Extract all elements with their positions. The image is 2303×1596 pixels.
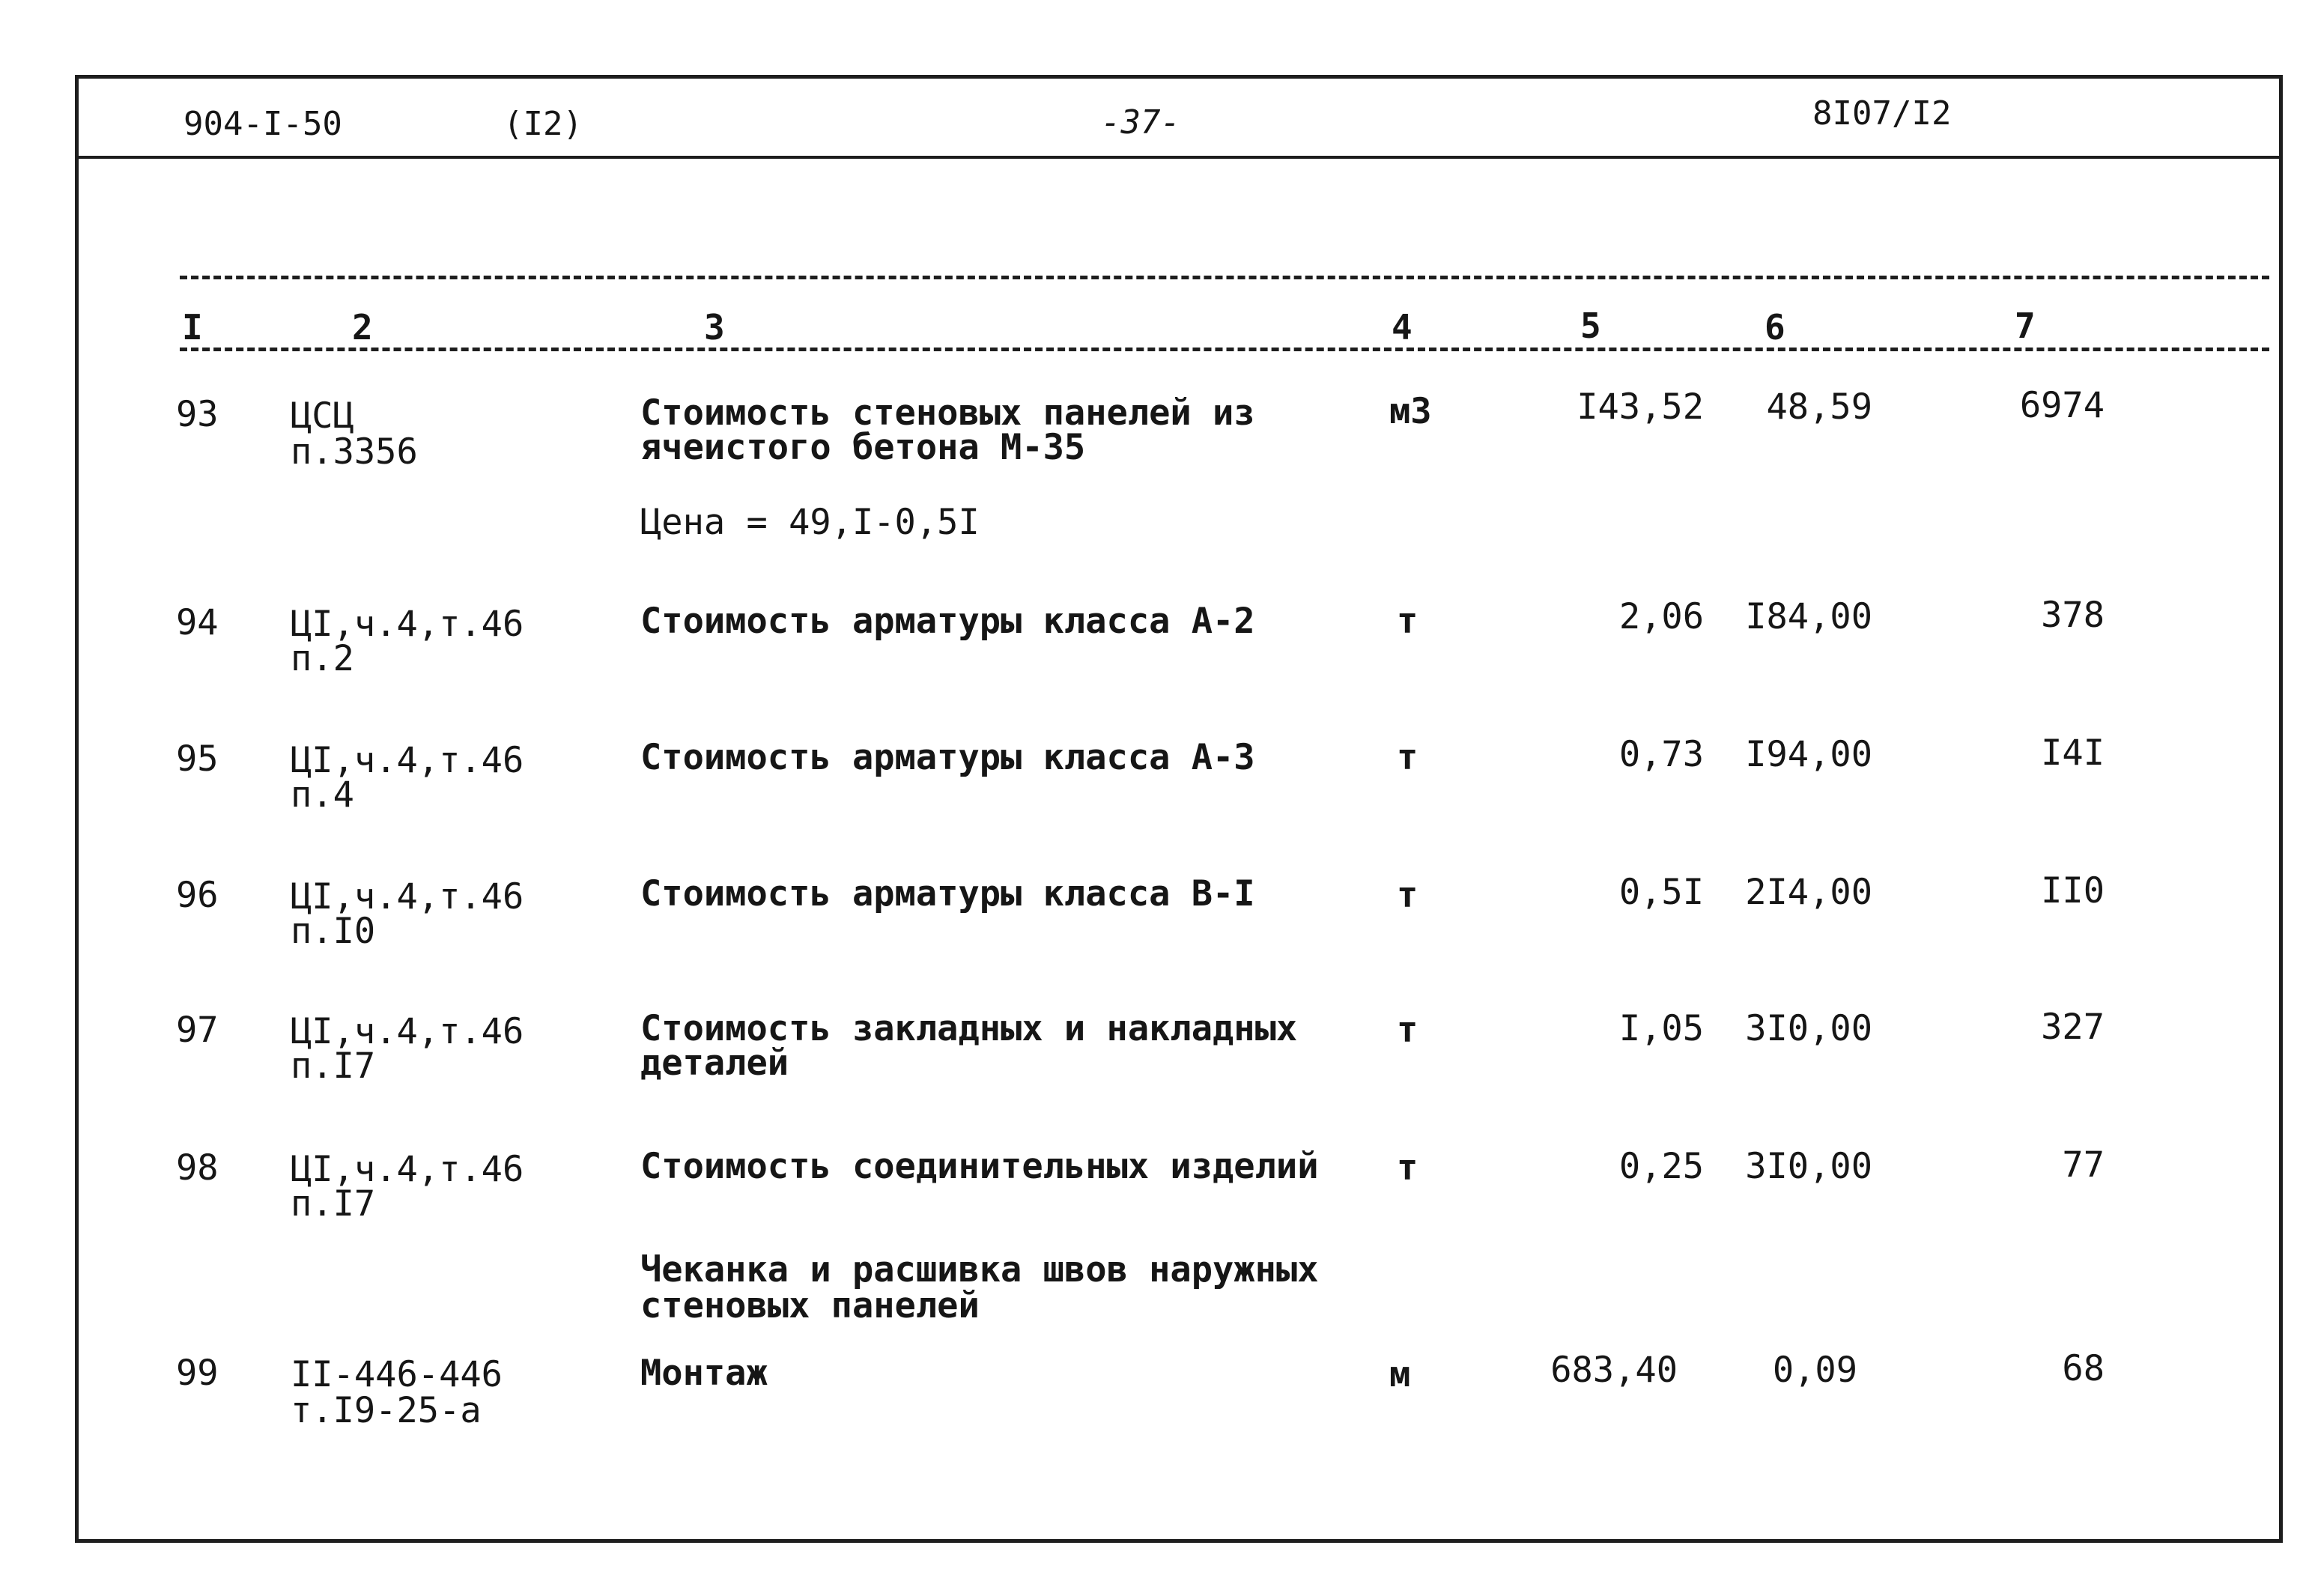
row-total: I4I xyxy=(2041,732,2105,774)
row-unit-price: 3I0,00 xyxy=(1745,1008,1872,1049)
row-number: 97 xyxy=(176,1010,219,1051)
table-rule-header xyxy=(180,348,2269,351)
row-number: 99 xyxy=(176,1353,219,1394)
row-total: 77 xyxy=(2062,1144,2105,1186)
row-description-line-1: Стоимость арматуры класса А-2 xyxy=(640,601,1255,642)
row-quantity: 0,25 xyxy=(1618,1146,1704,1187)
row-quantity: 2,06 xyxy=(1618,596,1704,637)
row-basis-line-1: II-446-446 xyxy=(291,1354,503,1395)
row-quantity: 0,73 xyxy=(1618,734,1704,775)
column-number-1: I xyxy=(182,307,203,348)
section-heading-line-1: Чеканка и расшивка швов наружных xyxy=(640,1249,1319,1290)
row-total: 68 xyxy=(2062,1348,2105,1389)
page-frame xyxy=(75,75,2283,1543)
sheet-index: (I2) xyxy=(503,105,583,143)
row-basis-line-2: п.I0 xyxy=(291,911,376,952)
row-unit: м3 xyxy=(1389,391,1432,432)
row-basis-line-1: ЦI,ч.4,т.46 xyxy=(291,740,524,781)
column-number-2: 2 xyxy=(352,307,373,348)
doc-code: 904-I-50 xyxy=(183,105,342,143)
row-unit: т xyxy=(1397,601,1418,642)
row-basis-line-2: п.3356 xyxy=(291,431,418,473)
row-basis-line-2: п.I7 xyxy=(291,1046,376,1087)
row-number: 96 xyxy=(176,875,219,916)
row-unit: т xyxy=(1397,875,1418,916)
price-note: Цена = 49,I-0,5I xyxy=(640,502,980,543)
row-basis-line-1: ЦI,ч.4,т.46 xyxy=(291,1149,524,1190)
row-description-line-1: Стоимость стеновых панелей из xyxy=(640,392,1255,434)
row-basis-line-1: ЦСЦ xyxy=(291,395,354,437)
column-number-5: 5 xyxy=(1580,306,1601,346)
row-unit-price: 0,09 xyxy=(1772,1350,1857,1391)
row-basis-line-1: ЦI,ч.4,т.46 xyxy=(291,1011,524,1052)
header-divider xyxy=(75,156,2283,159)
column-number-4: 4 xyxy=(1392,307,1413,348)
row-quantity: I,05 xyxy=(1618,1008,1704,1049)
row-unit-price: 48,59 xyxy=(1766,386,1872,428)
row-description-line-1: Стоимость закладных и накладных xyxy=(640,1008,1298,1049)
row-number: 93 xyxy=(176,394,219,435)
section-heading-line-2: стеновых панелей xyxy=(640,1285,980,1326)
row-unit-price: 2I4,00 xyxy=(1745,872,1872,913)
row-quantity: 0,5I xyxy=(1618,872,1704,913)
page-number: -37- xyxy=(1101,103,1180,142)
table-rule-top xyxy=(180,276,2269,279)
row-unit: т xyxy=(1397,737,1418,778)
row-description-line-2: деталей xyxy=(640,1043,789,1084)
row-description-line-2: ячеистого бетона М-35 xyxy=(640,427,1086,468)
row-basis-line-1: ЦI,ч.4,т.46 xyxy=(291,604,524,645)
row-description-line-1: Монтаж xyxy=(640,1353,768,1394)
row-description-line-1: Стоимость арматуры класса В-I xyxy=(640,873,1255,914)
row-unit-price: I84,00 xyxy=(1745,596,1872,637)
row-total: II0 xyxy=(2041,870,2105,911)
column-number-3: 3 xyxy=(704,307,725,348)
column-number-6: 6 xyxy=(1765,307,1785,348)
row-unit-price: 3I0,00 xyxy=(1745,1146,1872,1187)
row-total: 378 xyxy=(2041,595,2105,636)
row-total: 6974 xyxy=(2019,385,2105,426)
row-unit: т xyxy=(1397,1147,1418,1189)
column-number-7: 7 xyxy=(2015,306,2036,346)
row-total: 327 xyxy=(2041,1007,2105,1048)
row-basis-line-1: ЦI,ч.4,т.46 xyxy=(291,876,524,917)
row-unit-price: I94,00 xyxy=(1745,734,1872,775)
row-basis-line-2: т.I9-25-а xyxy=(291,1390,482,1431)
row-basis-line-2: п.I7 xyxy=(291,1183,376,1225)
row-unit: м xyxy=(1389,1354,1411,1395)
row-description-line-1: Стоимость соединительных изделий xyxy=(640,1146,1319,1187)
row-number: 94 xyxy=(176,602,219,643)
row-basis-line-2: п.2 xyxy=(291,638,354,679)
row-quantity: 683,40 xyxy=(1550,1350,1678,1391)
row-quantity: I43,52 xyxy=(1577,386,1704,428)
row-number: 98 xyxy=(176,1147,219,1189)
row-basis-line-2: п.4 xyxy=(291,774,354,816)
row-number: 95 xyxy=(176,738,219,780)
project-code: 8I07/I2 xyxy=(1812,94,1952,133)
row-description-line-1: Стоимость арматуры класса А-3 xyxy=(640,737,1255,778)
row-unit: т xyxy=(1397,1010,1418,1051)
